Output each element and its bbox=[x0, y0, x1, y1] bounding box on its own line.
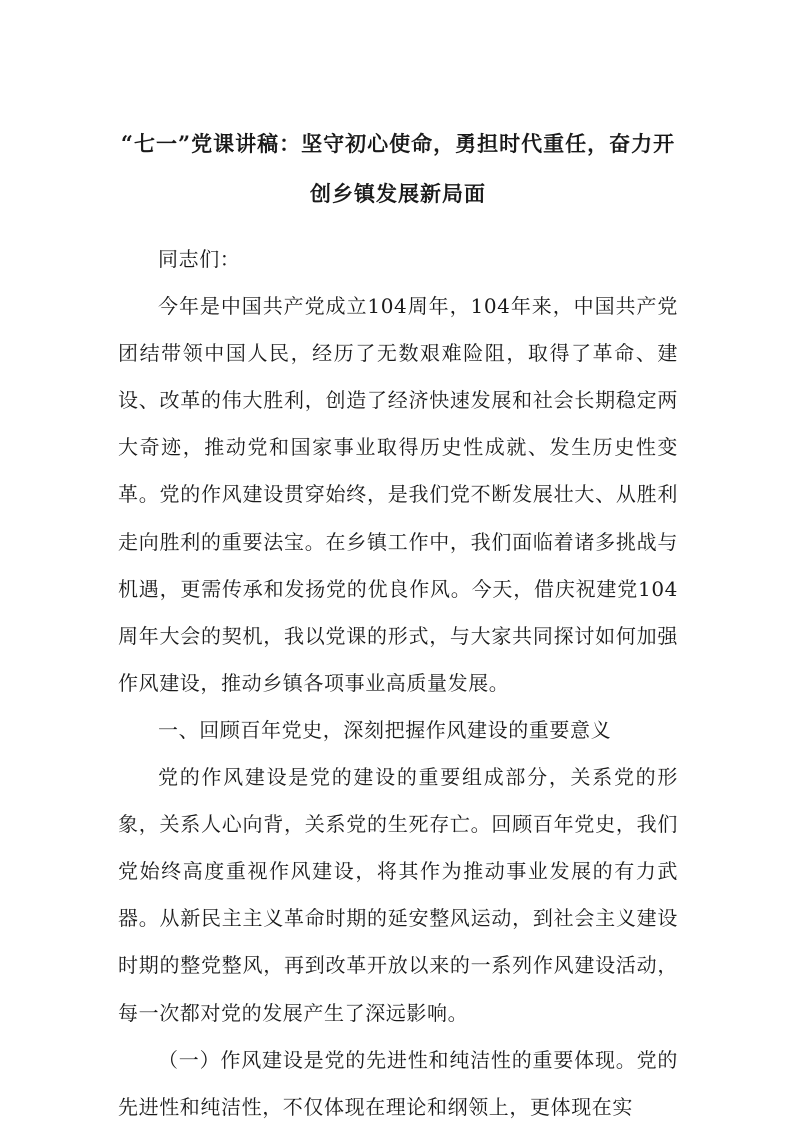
document-body bbox=[118, 236, 678, 1131]
greeting: 同志们： bbox=[158, 247, 241, 271]
document-title-line-2: 创乡镇发展新局面 bbox=[310, 181, 486, 206]
paragraph-intro: 今年是中国共产党成立104周年，104年来，中国共产党团结带领中国人民，经历了无数艰难险阻，取得了革命、建设、改革的伟大胜利，创造了经济快速发展和社会长期稳定两大奇迹，推动党和国家事业取得历史性成就、发生历史性变革。党的作风建设贯穿始终，是我们党不断发展壮大、从胜利走向胜利的重要法宝。在乡镇工作中，我们面临着诸多挑战与机遇，更需传承和发扬党的优良作风。今天，借庆祝建党104周年大会的契机，我以党课的形式，与大家共同探讨如何加强作风建设，推动乡镇各项事业高质量发展。 bbox=[118, 294, 678, 695]
paragraph-section-1: 党的作风建设是党的建设的重要组成部分，关系党的形象，关系人心向背，关系党的生死存亡。回顾百年党史，我们党始终高度重视作风建设，将其作为推动事业发展的有力武器。从新民主主义革命时期的延安整风运动，到社会主义建设时期的整党整风，再到改革开放以来的一系列作风建设活动，每一次都对党的发展产生了深远影响。 bbox=[118, 765, 678, 1025]
section-heading-1: 一、回顾百年党史，深刻把握作风建设的重要意义 bbox=[158, 717, 612, 742]
document-title-line-1: “七一”党课讲稿：坚守初心使命，勇担时代重任，奋力开 bbox=[120, 131, 676, 156]
paragraph-subsection-1: （一）作风建设是党的先进性和纯洁性的重要体现。党的先进性和纯洁性，不仅体现在理论和纲领上，更体现在实 bbox=[118, 1047, 678, 1119]
